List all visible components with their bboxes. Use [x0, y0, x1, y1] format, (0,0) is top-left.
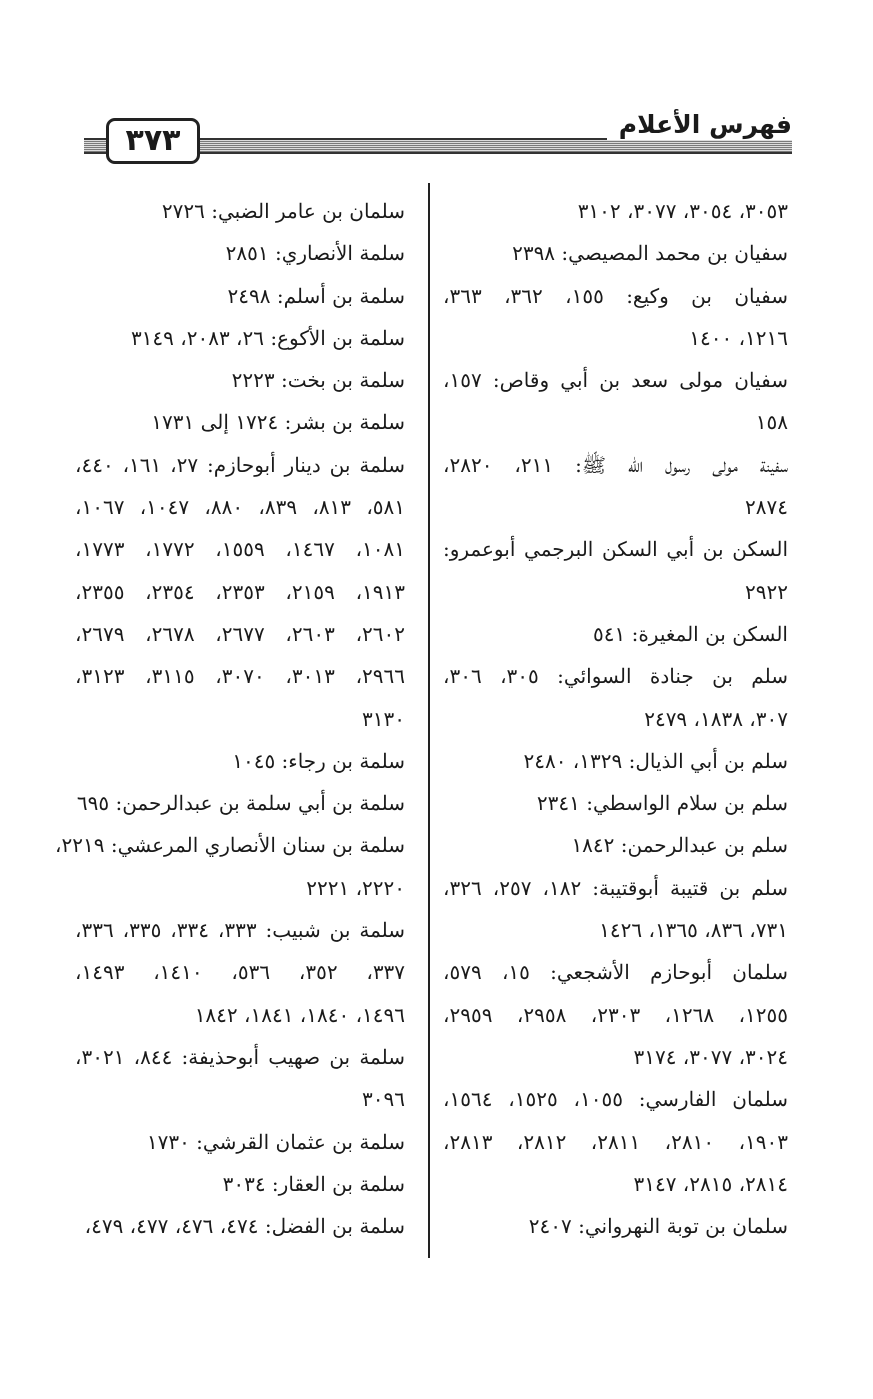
index-line: ١٩١٣، ٢١٥٩، ٢٣٥٣، ٢٣٥٤، ٢٣٥٥، — [75, 579, 405, 604]
index-line: سلمة بن سنان الأنصاري المرعشي: ٢٢١٩، — [55, 833, 405, 858]
index-line: سفينة مولى رسول الله ﷺ: ٢١١، ٢٨٢٠، — [443, 452, 788, 477]
index-line: السكن بن المغيرة: ٥٤١ — [592, 621, 788, 646]
index-line: سلمة بن بخت: ٢٢٢٣ — [231, 368, 405, 393]
index-line: ٢٢٢٠، ٢٢٢١ — [306, 875, 405, 900]
index-line: سلم بن أبي الذيال: ١٣٢٩، ٢٤٨٠ — [523, 748, 788, 773]
page-header — [84, 112, 792, 168]
index-line: ٥٨١، ٨١٣، ٨٣٩، ٨٨٠، ١٠٤٧، ١٠٦٧، — [75, 495, 406, 520]
index-line: ٢٨١٤، ٢٨١٥، ٣١٤٧ — [633, 1171, 788, 1196]
index-line: ٢٦٠٢، ٢٦٠٣، ٢٦٧٧، ٢٦٧٨، ٢٦٧٩، — [75, 621, 405, 646]
index-line: ٢٨٧٤ — [745, 495, 788, 520]
index-line: سلمة الأنصاري: ٢٨٥١ — [225, 241, 405, 266]
index-line: ٢٩٢٢ — [745, 579, 788, 604]
index-line: سلم بن قتيبة أبوقتيبة: ١٨٢، ٢٥٧، ٣٢٦، — [443, 875, 788, 900]
index-line: سفيان بن محمد المصيصي: ٢٣٩٨ — [512, 241, 788, 266]
index-line: سلمة بن أبي سلمة بن عبدالرحمن: ٦٩٥ — [76, 791, 405, 816]
index-line: ٣٠٧، ١٨٣٨، ٢٤٧٩ — [644, 706, 788, 731]
index-line: سلمة بن دينار أبوحازم: ٢٧، ١٦١، ٤٤٠، — [75, 452, 406, 477]
index-line: سلمة بن رجاء: ١٠٤٥ — [232, 748, 405, 773]
index-line: سلم بن جنادة السوائي: ٣٠٥، ٣٠٦، — [443, 664, 788, 689]
index-line: ٣١٣٠ — [362, 706, 405, 731]
index-line: سلم بن عبدالرحمن: ١٨٤٢ — [571, 833, 788, 858]
index-line: سلمة بن بشر: ١٧٢٤ إلى ١٧٣١ — [151, 410, 405, 435]
index-line: سلمة بن العقار: ٣٠٣٤ — [222, 1171, 405, 1196]
index-line: سفيان مولى سعد بن أبي وقاص: ١٥٧، — [443, 368, 788, 393]
index-line: سلمان الفارسي: ١٠٥٥، ١٥٢٥، ١٥٦٤، — [443, 1087, 788, 1112]
index-column-right — [443, 190, 788, 1247]
index-line: سلمان بن توبة النهرواني: ٢٤٠٧ — [528, 1214, 788, 1239]
index-line: ٣٠٢٤، ٣٠٧٧، ٣١٧٤ — [633, 1044, 788, 1069]
index-line: سلمة بن شبيب: ٣٣٣، ٣٣٤، ٣٣٥، ٣٣٦، — [75, 918, 406, 943]
index-line: سلمة بن أسلم: ٢٤٩٨ — [227, 283, 405, 308]
index-line: ٣٣٧، ٣٥٢، ٥٣٦، ١٤١٠، ١٤٩٣، — [75, 960, 406, 985]
index-line: سفيان بن وكيع: ١٥٥، ٣٦٢، ٣٦٣، — [443, 283, 789, 308]
index-column-left — [55, 190, 406, 1247]
index-line: ١٩٠٣، ٢٨١٠، ٢٨١١، ٢٨١٢، ٢٨١٣، — [443, 1129, 788, 1154]
index-line: ١٢١٦، ١٤٠٠ — [689, 325, 788, 350]
index-line: سلمان أبوحازم الأشجعي: ١٥، ٥٧٩، — [443, 960, 788, 985]
index-line: ٣٠٩٦ — [362, 1087, 405, 1112]
index-line: ١٢٥٥، ١٢٦٨، ٢٣٠٣، ٢٩٥٨، ٢٩٥٩، — [443, 1002, 788, 1027]
index-line: ١٥٨ — [755, 410, 788, 435]
index-line: سلمة بن الفضل: ٤٧٤، ٤٧٦، ٤٧٧، ٤٧٩، — [84, 1214, 405, 1239]
page-number: ٣٧٣ — [106, 118, 200, 164]
index-line: سلمان بن عامر الضبي: ٢٧٢٦ — [161, 199, 405, 223]
index-line: السكن بن أبي السكن البرجمي أبوعمرو: — [443, 537, 788, 562]
index-line: ١٤٩٦، ١٨٤٠، ١٨٤١، ١٨٤٢ — [194, 1002, 405, 1027]
index-line: ١٠٨١، ١٤٦٧، ١٥٥٩، ١٧٧٢، ١٧٧٣، — [75, 537, 405, 562]
index-line: ٢٩٦٦، ٣٠١٣، ٣٠٧٠، ٣١١٥، ٣١٢٣، — [75, 664, 405, 689]
index-line: ٣٠٥٣، ٣٠٥٤، ٣٠٧٧، ٣١٠٢ — [577, 199, 788, 223]
index-line: ٧٣١، ٨٣٦، ١٣٦٥، ١٤٢٦ — [599, 918, 788, 943]
index-line: سلمة بن الأكوع: ٢٦، ٢٠٨٣، ٣١٤٩ — [130, 325, 405, 350]
column-divider — [428, 183, 430, 1258]
index-line: سلمة بن صهيب أبوحذيفة: ٨٤٤، ٣٠٢١، — [75, 1044, 405, 1069]
running-title: فهرس الأعلام — [607, 110, 792, 140]
index-line: سلمة بن عثمان القرشي: ١٧٣٠ — [146, 1129, 405, 1154]
index-line: سلم بن سلام الواسطي: ٢٣٤١ — [536, 791, 788, 816]
